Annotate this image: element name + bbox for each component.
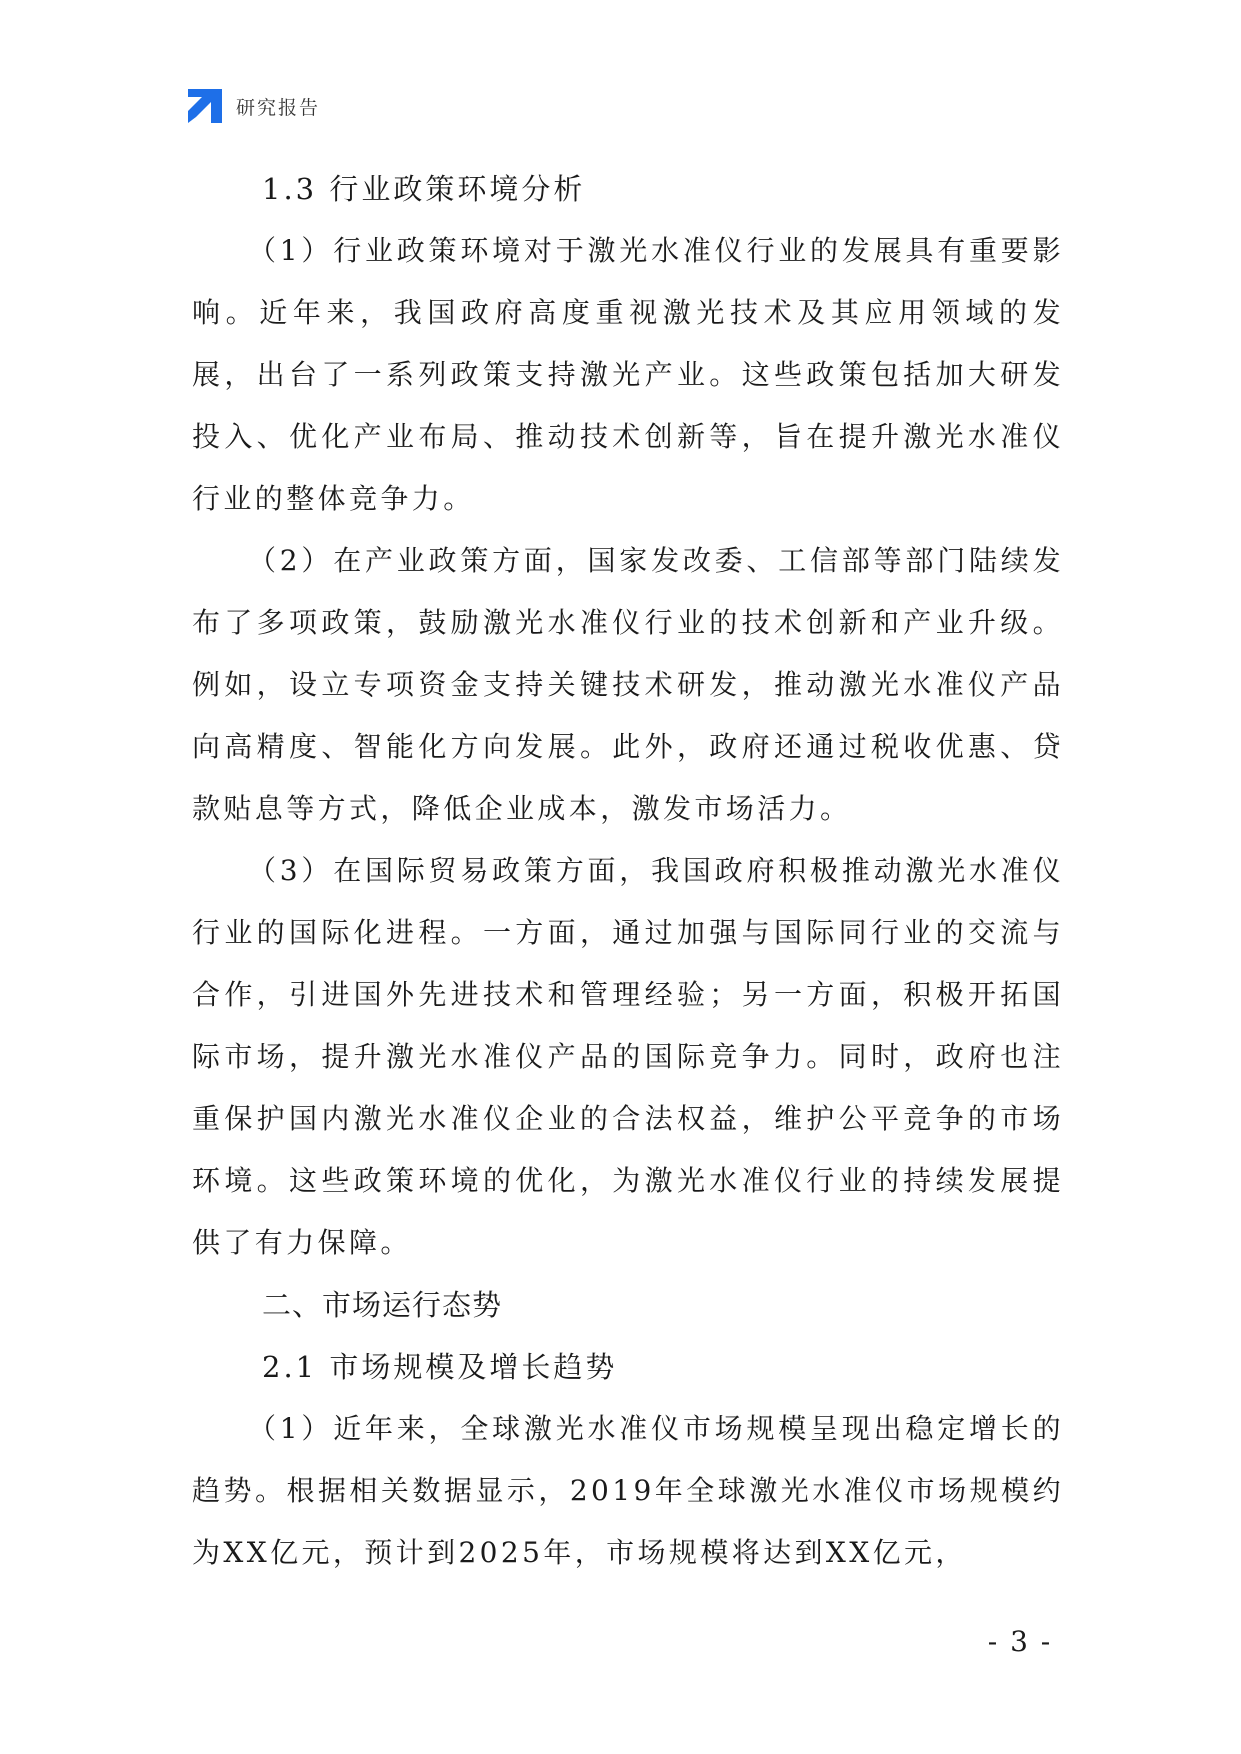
paragraph-1-3-3: （3）在国际贸易政策方面，我国政府积极推动激光水准仪行业的国际化进程。一方面，通过加强与国际同行业的交流与合作，引进国外先进技术和管理经验；另一方面，积极开拓国际市场，提升激光水准仪产品的国际竞争力。同时，政府也注重保护国内激光水准仪企业的合法权益，维护公平竞争的市场环境。这些政策环境的优化，为激光水准仪行业的持续发展提供了有力保障。 bbox=[192, 854, 1064, 1259]
page-number: - 3 - bbox=[987, 1625, 1053, 1658]
document-body bbox=[192, 158, 1064, 1584]
section-heading-2-1: 2.1 市场规模及增长趋势 bbox=[262, 1350, 618, 1384]
section-heading-1-3: 1.3 行业政策环境分析 bbox=[262, 172, 586, 206]
paragraph-1-3-1: （1）行业政策环境对于激光水准仪行业的发展具有重要影响。近年来，我国政府高度重视激光技术及其应用领域的发展，出台了一系列政策支持激光产业。这些政策包括加大研发投入、优化产业布局、推动技术创新等，旨在提升激光水准仪行业的整体竞争力。 bbox=[192, 234, 1064, 515]
paragraph-2-1-1: （1）近年来，全球激光水准仪市场规模呈现出稳定增长的趋势。根据相关数据显示，2019年全球激光水准仪市场规模约为XX亿元，预计到2025年，市场规模将达到XX亿元， bbox=[192, 1412, 1064, 1569]
paragraph-1-3-2: （2）在产业政策方面，国家发改委、工信部等部门陆续发布了多项政策，鼓励激光水准仪行业的技术创新和产业升级。例如，设立专项资金支持关键技术研发，推动激光水准仪产品向高精度、智能化方向发展。此外，政府还通过税收优惠、贷款贴息等方式，降低企业成本，激发市场活力。 bbox=[192, 544, 1064, 825]
arrow-logo-icon bbox=[188, 89, 222, 123]
chapter-heading-2: 二、市场运行态势 bbox=[262, 1288, 503, 1322]
page-header bbox=[188, 88, 320, 124]
header-title: 研究报告 bbox=[236, 96, 321, 119]
